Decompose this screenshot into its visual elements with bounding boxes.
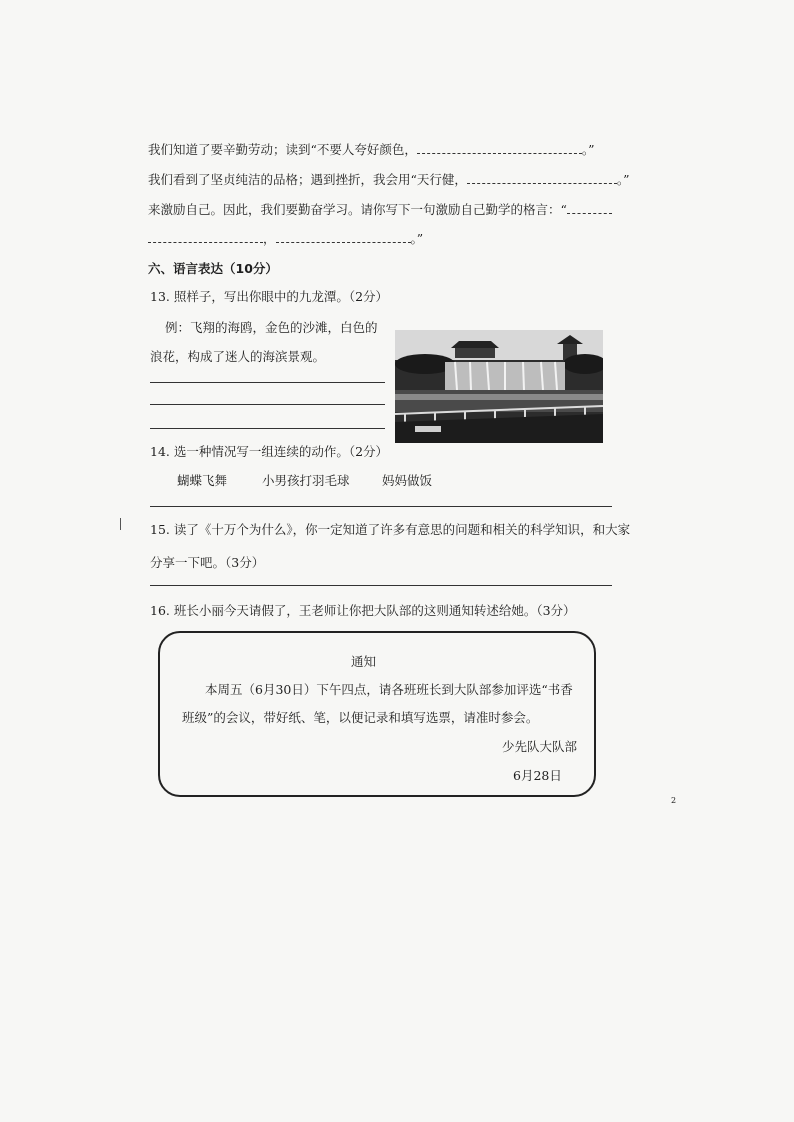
answer-line[interactable]	[150, 404, 385, 405]
quote-line-4: ， 。”	[148, 229, 423, 247]
page-number: 2	[671, 796, 677, 805]
quote-line-2: 我们看到了坚贞纯洁的品格；遇到挫折，我会用“天行健， 。”	[148, 172, 630, 187]
answer-blank[interactable]	[148, 230, 263, 243]
q14-option-1: 蝴蝶飞舞	[177, 473, 228, 488]
notice-date: 6月28日	[513, 768, 562, 783]
answer-line[interactable]	[150, 382, 385, 383]
notice-body-line-2: 班级”的会议，带好纸、笔，以便记录和填写选票，请准时参会。	[182, 710, 539, 725]
quote-line-3: 来激励自己。因此，我们要勤奋学习。请你写下一句激励自己勤学的格言：“	[148, 200, 612, 218]
question-16: 16. 班长小丽今天请假了，王老师让你把大队部的这则通知转述给她。（3分）	[150, 603, 576, 618]
jiulongtan-photo	[395, 330, 603, 443]
answer-blank[interactable]	[276, 230, 411, 243]
q14-option-3: 妈妈做饭	[382, 473, 433, 488]
question-14: 14. 选一种情况写一组连续的动作。（2分）	[150, 444, 389, 459]
answer-line[interactable]	[150, 585, 612, 586]
notice-body-line-1: 本周五（6月30日）下午四点，请各班班长到大队部参加评选“书香	[205, 682, 573, 697]
notice-signature: 少先队大队部	[502, 739, 578, 754]
answer-line[interactable]	[150, 506, 612, 507]
quote-line-1: 我们知道了要辛勤劳动；读到“不要人夸好颜色， 。”	[148, 142, 595, 157]
margin-mark	[120, 518, 121, 530]
question-13: 13. 照样子，写出你眼中的九龙潭。（2分）	[150, 289, 389, 304]
q13-example-line-1: 例：飞翔的海鸥，金色的沙滩，白色的	[165, 320, 378, 335]
question-15-line-1: 15. 读了《十万个为什么》，你一定知道了许多有意思的问题和相关的科学知识，和大家	[150, 522, 631, 537]
answer-blank[interactable]	[417, 141, 582, 154]
q14-option-2: 小男孩打羽毛球	[262, 473, 350, 488]
section-title: 六、语言表达（10分）	[148, 261, 278, 276]
answer-blank[interactable]	[467, 171, 617, 184]
q13-example-line-2: 浪花，构成了迷人的海滨景观。	[150, 349, 326, 364]
question-15-line-2: 分享一下吧。（3分）	[150, 555, 265, 570]
notice-title: 通知	[351, 654, 377, 669]
answer-blank[interactable]	[567, 201, 612, 214]
answer-line[interactable]	[150, 428, 385, 429]
